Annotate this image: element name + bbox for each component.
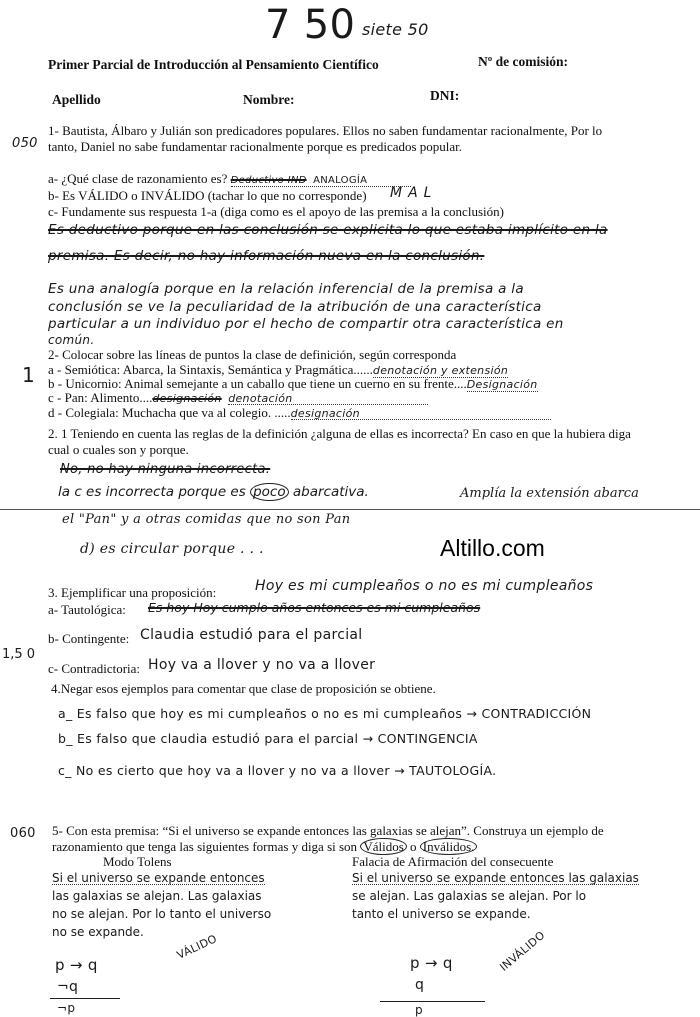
q2-a-answer: denotación y extensión [372,364,509,377]
q5-left-answer-4: no se expande. [52,925,144,939]
q2-c-struck: designación [152,392,222,405]
dni-label: DNI: [430,88,460,103]
q2-d [48,406,551,420]
q21-struck: No, no hay ninguna incorrecta. [60,462,271,477]
q2-a [48,363,508,376]
q1-c-struck-1: Es deductivo porque en las conclusión se explicita lo que estaba implícito en la [48,222,608,238]
q1-a-answer-line [231,172,411,187]
q2-margin-score: 1 [22,363,36,387]
q5-left-answer-3: no se alejan. Por lo tanto el universo [52,907,272,921]
q5-right-answer-1: Si el universo se expande entonces las galaxias [352,871,639,885]
q21-answer-circled: poco [250,483,289,501]
q3-b-label: b- Contingente: [48,631,130,646]
grade-words: siete 50 [362,20,429,39]
q1-c-answer-3: particular a un individuo por el hecho de compartir otra característica en [48,316,564,332]
q5-right-form-premise: p → q [410,954,453,972]
q3-a-answer: Hoy es mi cumpleaños o no es mi cumpleaños [255,578,594,594]
q2-d-answer: designación [291,408,551,420]
q4-statement: 4.Negar esos ejemplos para comentar que clase de proposición se obtiene. [51,681,436,696]
q1-c-answer-4: común. [48,333,95,347]
q4-b-answer: b_ Es falso que claudia estudió para el parcial → CONTINGENCIA [58,731,478,746]
q1-c-struck-2: premisa. Es decir, no hay información nueva en la conclusión. [48,248,485,264]
q2-b [48,377,538,390]
q1-a-label: a- ¿Qué clase de razonamiento es? [48,171,231,186]
q21-statement-2: cual o cuales son y porque. [48,442,189,457]
q5-right-form-line [380,1001,485,1002]
q5-right-answer-2: se alejan. Las galaxias se alejan. Por lo [352,889,587,903]
q1-a-answer: ANALOGÍA [313,175,368,186]
q1-margin-score: 050 [12,136,38,151]
q2-b-answer: Designación [466,378,538,391]
q3-statement: 3. Ejemplificar una proposición: [48,585,217,600]
commission-label: Nº de comisión: [478,54,568,69]
q5-statement-2-text: razonamiento que tenga las siguientes formas y diga si son [52,839,361,854]
q21-answer-b: abarcativa. [292,484,369,500]
q5-left-answer-1: Si el universo se expande entonces [52,871,265,885]
divider-line [0,509,700,510]
watermark: Altillo.com [440,535,545,561]
q21-correction-3: d) es circular porque . . . [80,541,264,557]
q1-b-answer: MAL [390,185,438,201]
q5-right-form-minor: q [415,977,425,993]
q2-c-label: c - Pan: Alimento.... [48,390,153,405]
q4-c-answer: c_ No es cierto que hoy va a llover y no va a llover → TAUTOLOGÍA. [58,763,497,778]
q5-left-answer-2: las galaxias se alejan. Las galaxias [52,889,262,903]
q5-statement-1: 5- Con esta premisa: “Si el universo se expande entonces las galaxias se alejan”. Construya un ejemplo de [52,823,604,838]
q5-or: o [406,839,420,854]
q21-correction-2: el "Pan" y a otras comidas que no son Pan [62,512,351,527]
q4-a-answer: a_ Es falso que hoy es mi cumpleaños o no es mi cumpleaños → CONTRADICCIÓN [58,706,592,721]
q1-b-label: b- Es VÁLIDO o INVÁLIDO (tachar lo que no corresponde) [48,188,367,203]
q1-a [48,172,411,187]
q21-answer [58,486,369,500]
q1-c-answer-1: Es una analogía porque en la relación inferencial de la premisa a la [48,281,524,297]
q5-left-form-premise: p → q [55,956,98,974]
q5-right-verdict: INVÁLIDO [497,928,548,974]
q1-statement-2: tanto, Daniel no sabe fundamentar racionalmente porque es predicados popular. [48,139,463,154]
q2-a-label: a - Semiótica: Abarca, la Sintaxis, Semántica y Pragmática...... [48,362,373,377]
q5-left-title: Modo Tolens [103,854,172,869]
q1-c-label: c- Fundamente sus respuesta 1-a (diga como es el apoyo de las premisa a la conclusión) [48,204,504,219]
q5-invalid-circled: Inválidos. [420,838,478,855]
grade-score: 7 50 [265,2,356,48]
q5-right-form-conclusion: p [415,1003,423,1017]
q1-statement-1: 1- Bautista, Álbaro y Julián son predicadores populares. Ellos no saben fundamentar racionalmente, Por lo [48,123,603,138]
q5-left-form-line [50,998,120,999]
q5-left-verdict: VÁLIDO [174,932,220,962]
q2-statement: 2- Colocar sobre las líneas de puntos la clase de definición, según corresponda [48,347,457,362]
q5-margin-score: 060 [10,826,36,841]
q2-c-answer: denotación [228,393,428,405]
q1-c-answer-2: conclusión se ve la peculiaridad de la atribución de una característica [48,299,542,315]
q5-right-title: Falacia de Afirmación del consecuente [352,854,554,869]
q2-d-label: d - Colegiala: Muchacha que va al colegio. ..... [48,405,291,420]
q2-c [48,391,428,405]
q5-valid-circled: Válidos [360,838,406,855]
exam-title: Primer Parcial de Introducción al Pensamiento Científico [48,57,379,72]
q21-answer-a: la c es incorrecta porque es [58,484,246,500]
q2-b-label: b - Unicornio: Animal semejante a un caballo que tiene un cuerno en su frente.... [48,376,467,391]
q3-a-struck: Es hoy Hoy cumplo años entonces es mi cumpleaños [148,600,481,615]
name-label: Nombre: [243,92,295,107]
q5-right-answer-3: tanto el universo se expande. [352,907,531,921]
q3-c-answer: Hoy va a llover y no va a llover [148,657,376,673]
q5-statement-2 [52,840,477,853]
q5-left-form-minor: ¬q [57,979,79,995]
q21-correction-1: Amplía la extensión abarca [460,486,639,501]
q21-statement-1: 2. 1 Teniendo en cuenta las reglas de la definición ¿alguna de ellas es incorrecta? En caso en que la hubiera diga [48,426,631,441]
q5-left-form-conclusion: ¬p [57,1001,76,1015]
q3-margin-score: 1,5 0 [2,647,36,662]
q1-a-struck: Deductivo IND [230,175,307,186]
q3-a-label: a- Tautológica: [48,602,126,617]
q3-b-answer: Claudia estudió para el parcial [140,627,363,643]
q3-c-label: c- Contradictoria: [48,661,141,676]
surname-label: Apellido [52,92,101,107]
